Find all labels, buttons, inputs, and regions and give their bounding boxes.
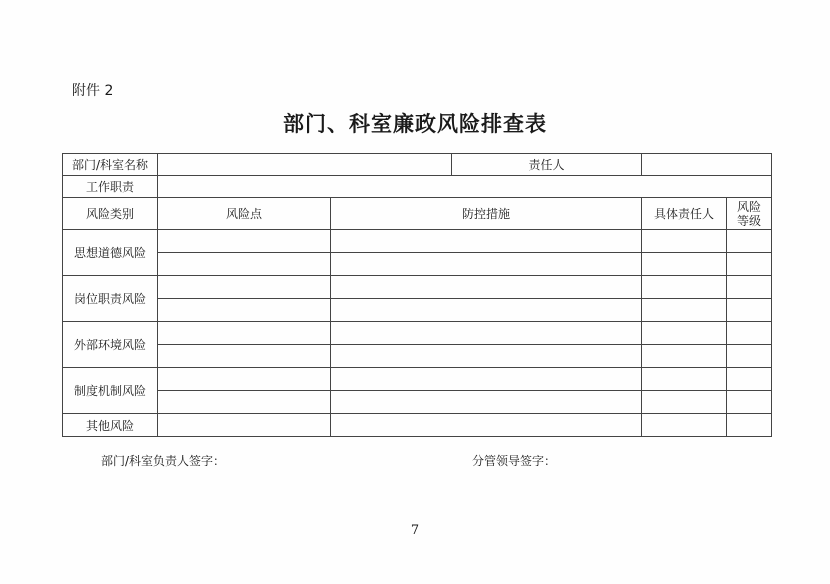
- table-row: [63, 391, 772, 414]
- table-header-row: [63, 198, 772, 230]
- category-cell: 外部环境风险: [63, 322, 158, 368]
- dept-name-label: 部门/科室名称: [63, 154, 158, 176]
- risk-table: [62, 153, 772, 437]
- table-row: [63, 368, 772, 391]
- measure-cell[interactable]: [331, 345, 642, 368]
- page-number: 7: [410, 523, 420, 538]
- page-title: 部门、科室廉政风险排查表: [283, 111, 547, 136]
- measure-cell[interactable]: [331, 276, 642, 299]
- owner-label: 责任人: [452, 154, 642, 176]
- risk-point-cell[interactable]: [158, 368, 331, 391]
- category-cell: 岗位职责风险: [63, 276, 158, 322]
- table-row: [63, 322, 772, 345]
- risk-point-cell[interactable]: [158, 230, 331, 253]
- measure-cell[interactable]: [331, 299, 642, 322]
- header-risk-point: 风险点: [158, 198, 331, 230]
- header-risk-level: [727, 198, 772, 230]
- table-row: [63, 253, 772, 276]
- level-cell[interactable]: [727, 414, 772, 437]
- duties-label: 工作职责: [63, 176, 158, 198]
- responsible-cell[interactable]: [642, 230, 727, 253]
- header-control-measures: 防控措施: [331, 198, 642, 230]
- measure-cell[interactable]: [331, 368, 642, 391]
- risk-point-cell[interactable]: [158, 299, 331, 322]
- header-risk-category: 风险类别: [63, 198, 158, 230]
- risk-point-cell[interactable]: [158, 253, 331, 276]
- measure-cell[interactable]: [331, 230, 642, 253]
- responsible-cell[interactable]: [642, 345, 727, 368]
- responsible-cell[interactable]: [642, 368, 727, 391]
- responsible-cell[interactable]: [642, 414, 727, 437]
- header-risk-level-line1: 风险: [736, 199, 761, 214]
- risk-point-cell[interactable]: [158, 345, 331, 368]
- category-cell: 思想道德风险: [63, 230, 158, 276]
- header-responsible-person: 具体责任人: [642, 198, 727, 230]
- measure-cell[interactable]: [331, 414, 642, 437]
- header-risk-level-line2: 等级: [736, 213, 761, 228]
- measure-cell[interactable]: [331, 253, 642, 276]
- attachment-label: 附件 2: [72, 83, 114, 99]
- responsible-cell[interactable]: [642, 253, 727, 276]
- duties-field[interactable]: [158, 176, 772, 198]
- dept-name-row: [63, 154, 772, 176]
- responsible-cell[interactable]: [642, 391, 727, 414]
- table-row: [63, 414, 772, 437]
- owner-field[interactable]: [642, 154, 772, 176]
- measure-cell[interactable]: [331, 391, 642, 414]
- table-row: [63, 299, 772, 322]
- dept-head-signature[interactable]: 部门/科室负责人签字：: [101, 454, 226, 468]
- category-cell: 其他风险: [63, 414, 158, 437]
- leader-signature[interactable]: 分管领导签字：: [472, 454, 557, 468]
- measure-cell[interactable]: [331, 322, 642, 345]
- table-row: [63, 230, 772, 253]
- level-cell[interactable]: [727, 345, 772, 368]
- risk-point-cell[interactable]: [158, 391, 331, 414]
- duties-row: [63, 176, 772, 198]
- level-cell[interactable]: [727, 368, 772, 391]
- responsible-cell[interactable]: [642, 276, 727, 299]
- table-row: [63, 276, 772, 299]
- risk-point-cell[interactable]: [158, 322, 331, 345]
- level-cell[interactable]: [727, 299, 772, 322]
- level-cell[interactable]: [727, 322, 772, 345]
- category-cell: 制度机制风险: [63, 368, 158, 414]
- level-cell[interactable]: [727, 253, 772, 276]
- responsible-cell[interactable]: [642, 322, 727, 345]
- risk-point-cell[interactable]: [158, 414, 331, 437]
- table-row: [63, 345, 772, 368]
- responsible-cell[interactable]: [642, 299, 727, 322]
- risk-point-cell[interactable]: [158, 276, 331, 299]
- level-cell[interactable]: [727, 230, 772, 253]
- level-cell[interactable]: [727, 276, 772, 299]
- level-cell[interactable]: [727, 391, 772, 414]
- dept-name-field[interactable]: [158, 154, 452, 176]
